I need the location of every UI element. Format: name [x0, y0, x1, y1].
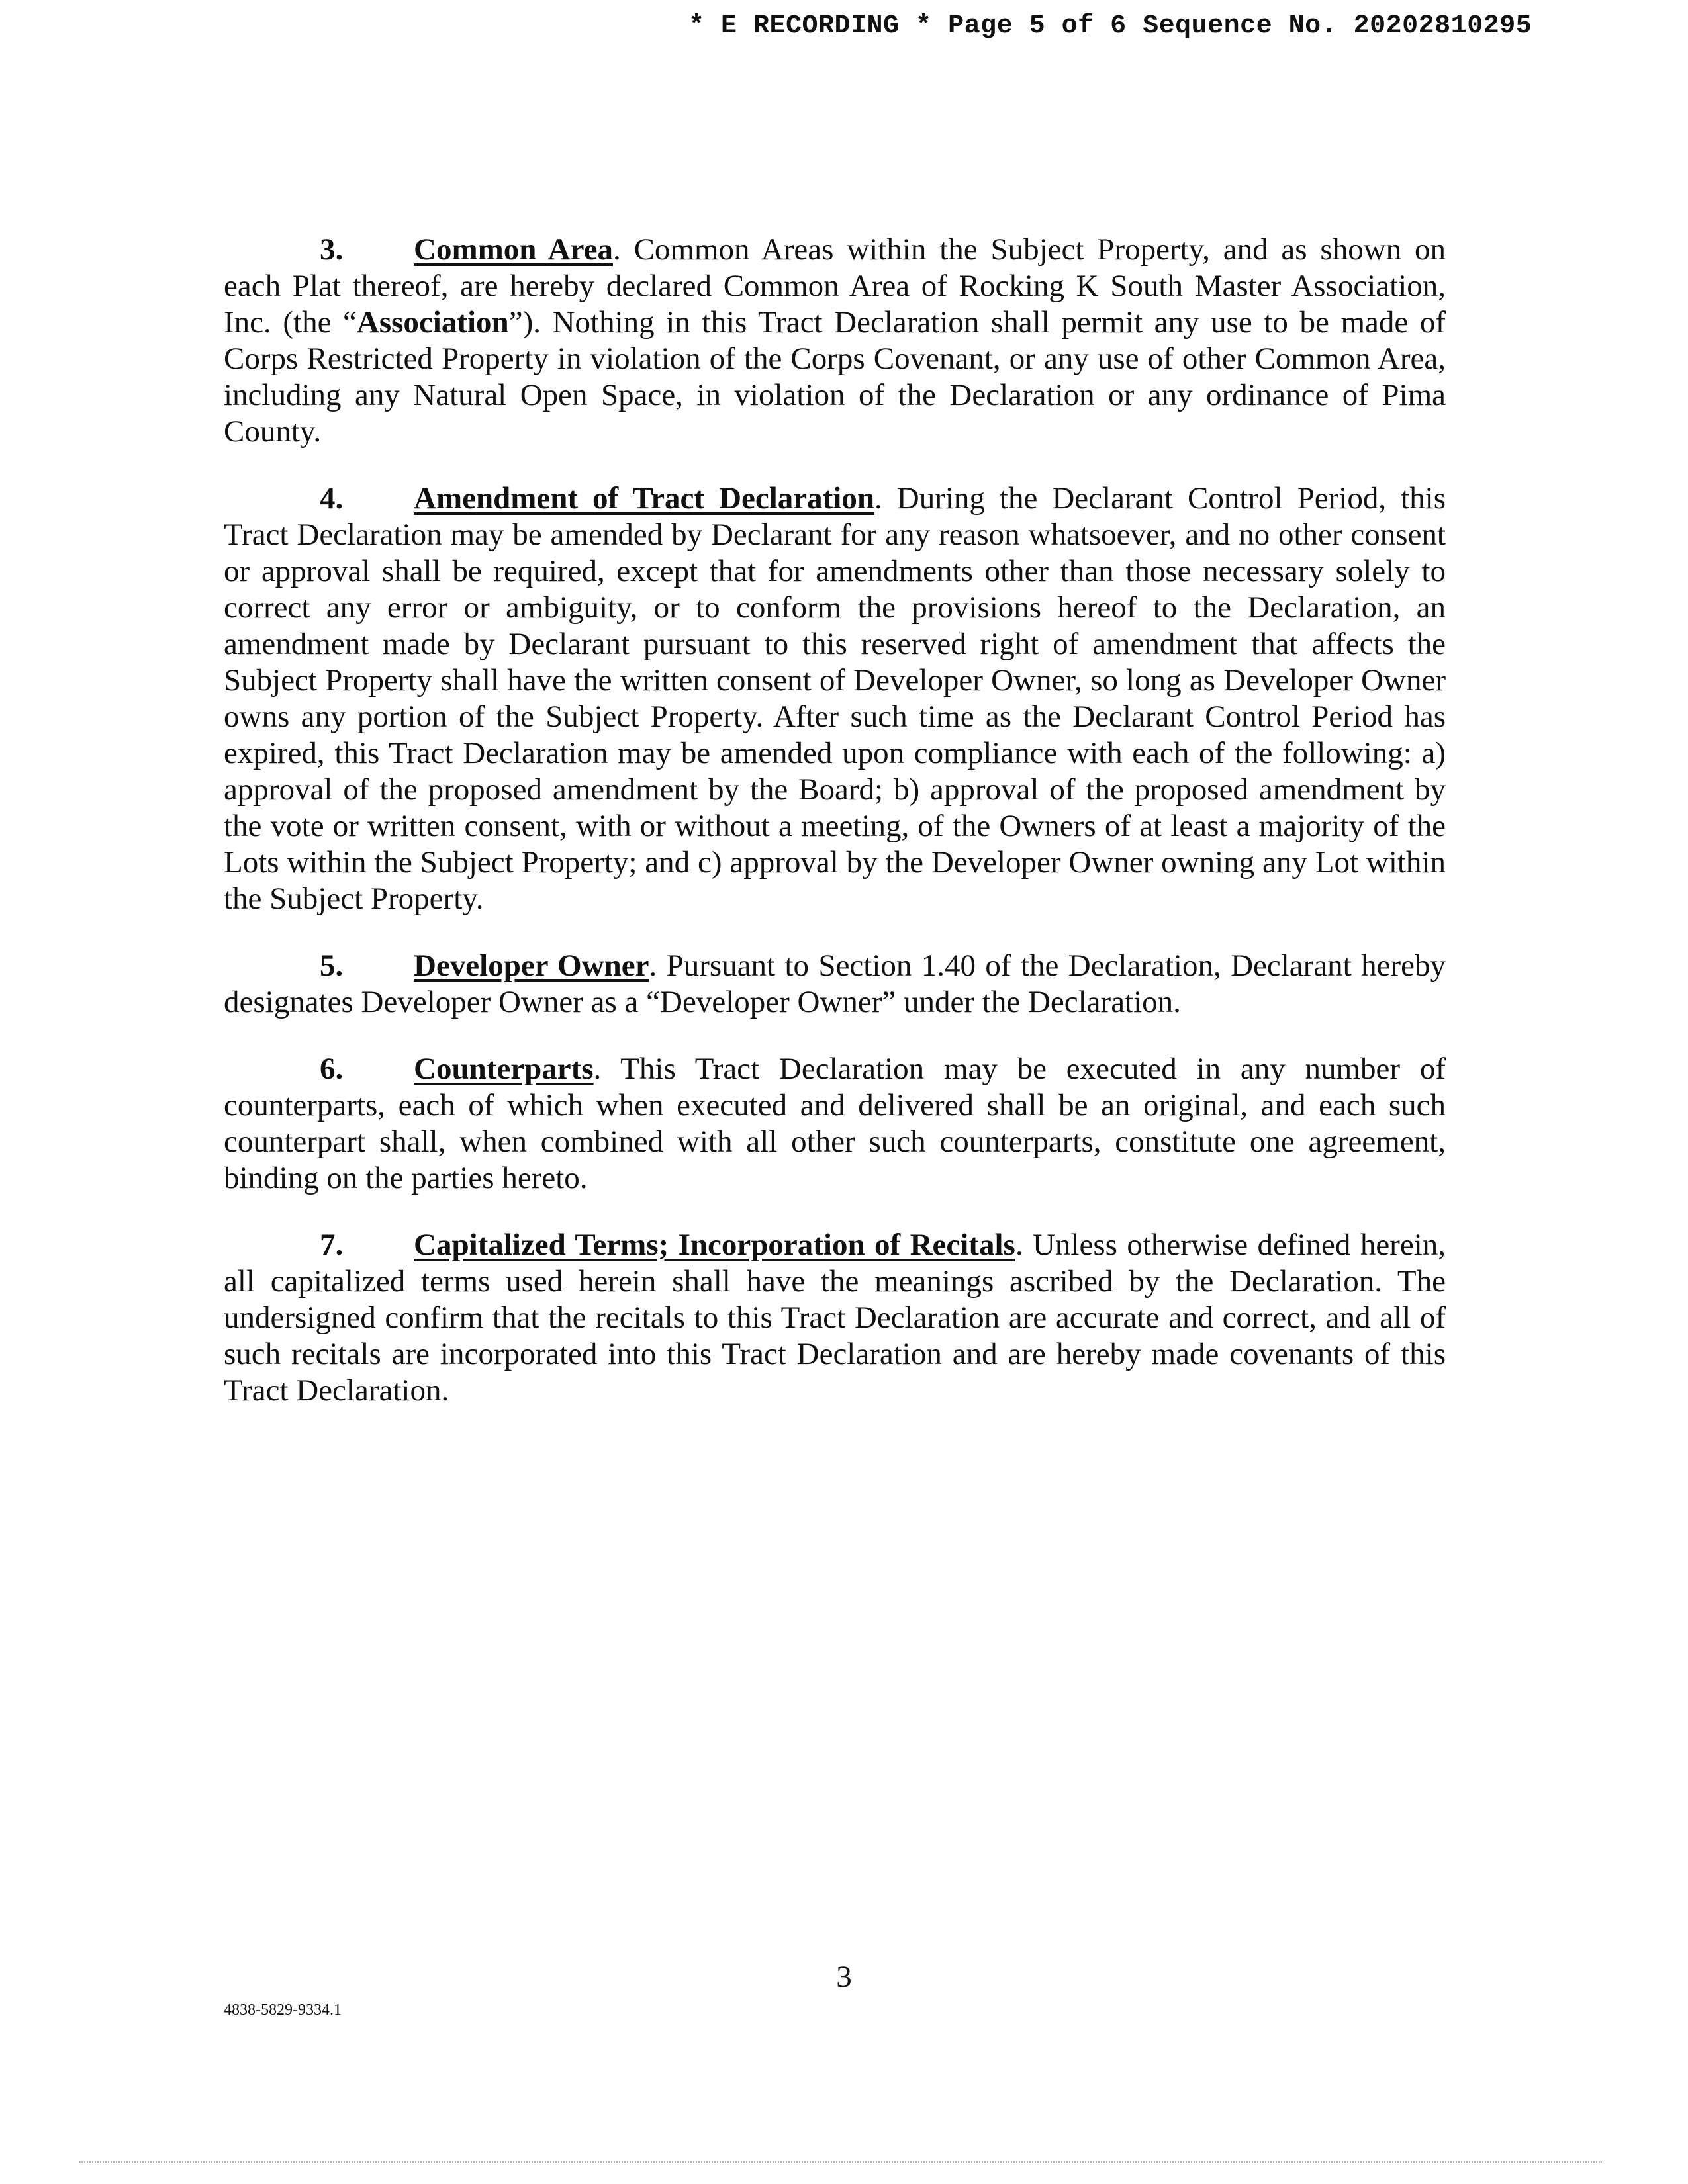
document-body: [224, 232, 1446, 1439]
section-number: 4.: [320, 481, 344, 516]
section-text: . Common Areas within the Subject Property, and as shown on each Plat thereof, are hereby declared Common Area of Rocking K South Master Association, Inc. (the “: [224, 232, 1446, 340]
section-heading: Developer Owner: [414, 948, 649, 983]
section-developer-owner: [224, 948, 1446, 1021]
section-common-area: [224, 232, 1446, 450]
section-text: . Unless otherwise defined herein, all capitalized terms used herein shall have the meanings ascribed by the Declaration. The undersigned confirm that the recitals to this Tract Declaration are accurate and correct, and all of such recitals are incorporated into this Tract Declaration and are hereby made covenants of this Tract Declaration.: [224, 1228, 1446, 1408]
page-number: 3: [836, 1960, 852, 1994]
section-text: . This Tract Declaration may be executed in any number of counterparts, each of which when executed and delivered shall be an original, and each such counterpart shall, when combined with all other such counterparts, constitute one agreement, binding on the parties hereto.: [224, 1052, 1446, 1195]
section-counterparts: [224, 1051, 1446, 1197]
section-number: 5.: [320, 948, 344, 983]
section-heading: Counterparts: [414, 1052, 594, 1086]
section-number: 6.: [320, 1052, 344, 1086]
section-text: ”). Nothing in this Tract Declaration shall permit any use to be made of Corps Restricted Property in violation of the Corps Covenant, or any use of other Common Area, including any Natural Open Space, in violation of the Declaration or any ordinance of Pima County.: [224, 305, 1446, 449]
scan-artifact-line: [79, 2161, 1602, 2163]
section-amendment: [224, 480, 1446, 917]
section-text: . Pursuant to Section 1.40 of the Declaration, Declarant hereby designates Developer Owner as a “Developer Owner” under the Declaration.: [224, 948, 1446, 1019]
section-text: . During the Declarant Control Period, this Tract Declaration may be amended by Declarant for any reason whatsoever, and no other consent or approval shall be required, except that for amendments other than those necessary solely to correct any error or ambiguity, or to conform the provisions hereof to the Declaration, an amendment made by Declarant pursuant to this reserved right of amendment that affects the Subject Property shall have the written consent of Developer Owner, so long as Developer Owner owns any portion of the Subject Property. After such time as the Declarant Control Period has expired, this Tract Declaration may be amended upon compliance with each of the following: a) approval of the proposed amendment by the Board; b) approval of the proposed amendment by the vote or written consent, with or without a meeting, of the Owners of at least a majority of the Lots within the Subject Property; and c) approval by the Developer Owner owning any Lot within the Subject Property.: [224, 481, 1446, 916]
document-id: 4838-5829-9334.1: [224, 2001, 342, 2019]
defined-term: Association: [356, 305, 509, 340]
section-number: 7.: [320, 1228, 344, 1262]
section-heading: Amendment of Tract Declaration: [414, 481, 875, 516]
section-number: 3.: [320, 232, 344, 267]
recording-header: * E RECORDING * Page 5 of 6 Sequence No. 20202810295: [688, 11, 1532, 41]
section-heading: Capitalized Terms; Incorporation of Recitals: [414, 1228, 1015, 1262]
section-heading: Common Area: [414, 232, 613, 267]
section-capitalized-terms: [224, 1227, 1446, 1409]
